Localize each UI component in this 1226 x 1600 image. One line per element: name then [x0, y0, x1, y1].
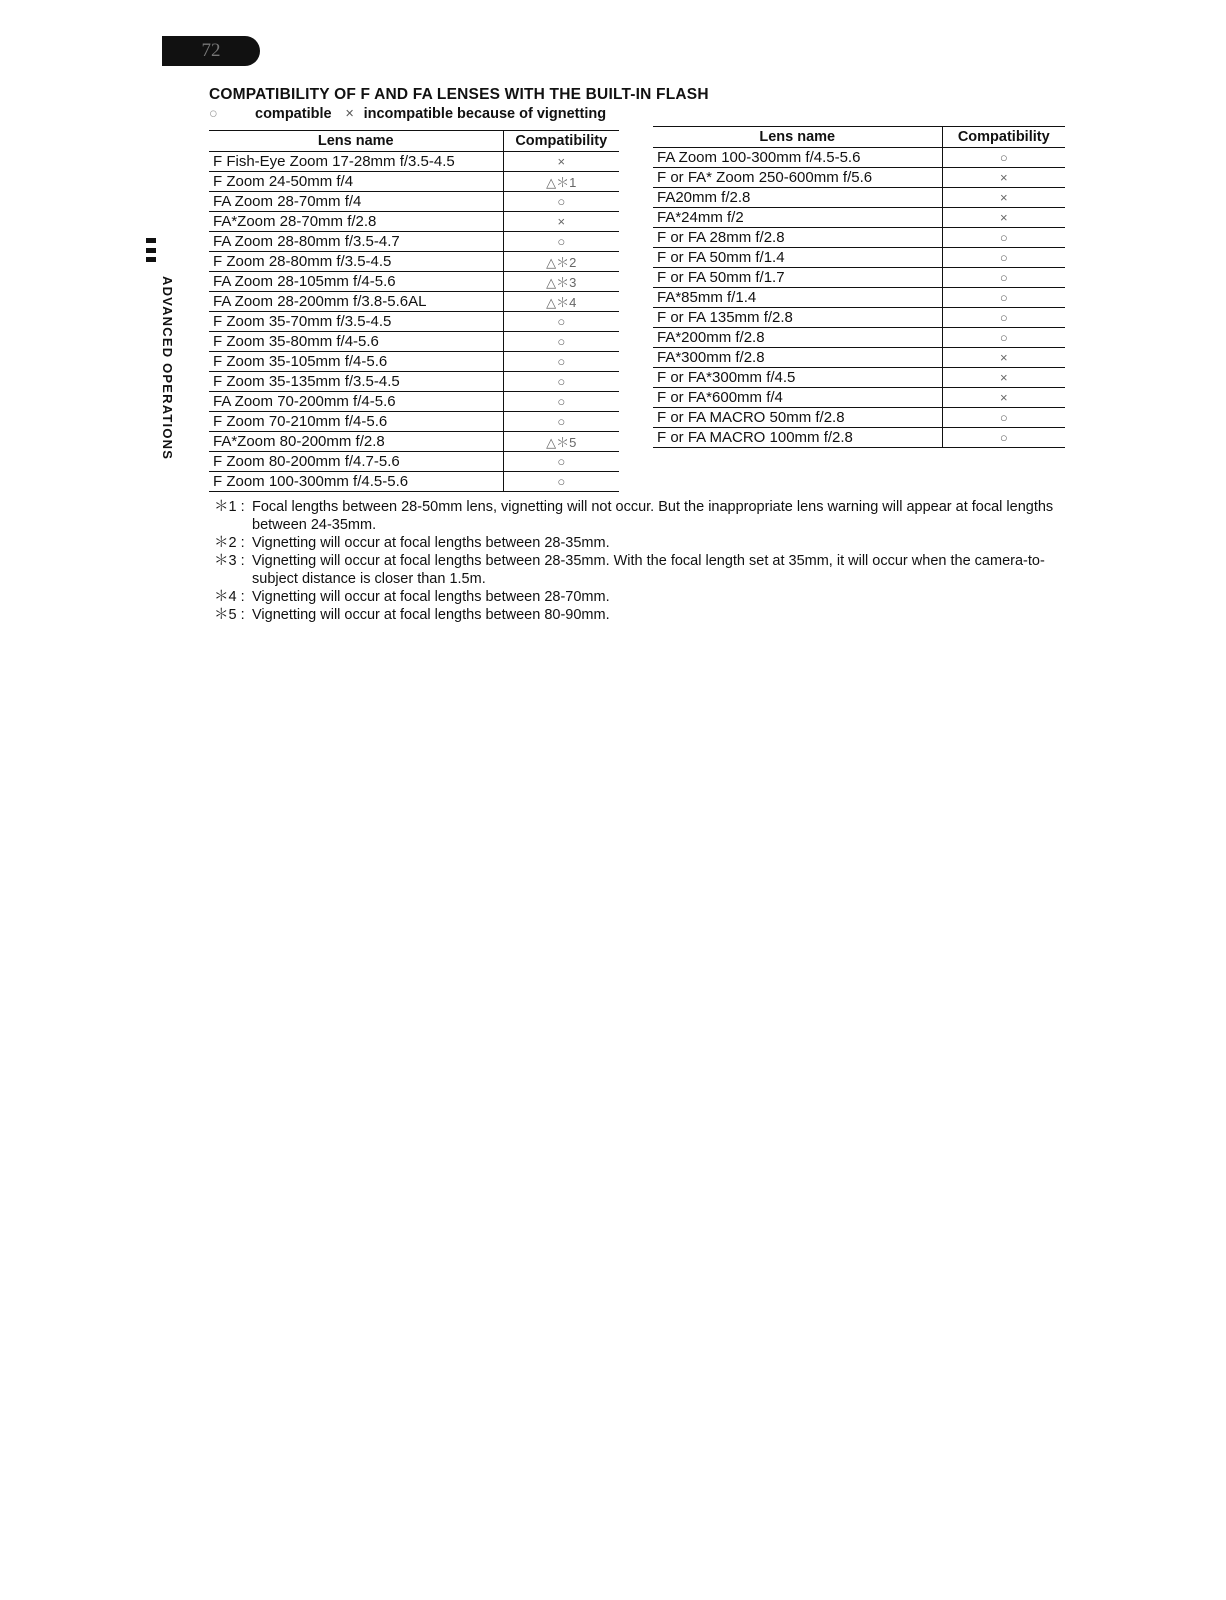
lens-name: F or FA MACRO 50mm f/2.8	[653, 408, 942, 428]
table-left-body	[209, 152, 619, 492]
table-row	[653, 428, 1065, 448]
header-lens-name: Lens name	[209, 131, 503, 152]
lens-name: FA*24mm f/2	[653, 208, 942, 228]
compatibility-mark: △＊1	[503, 172, 619, 192]
table-row	[209, 412, 619, 432]
table-row	[653, 328, 1065, 348]
table-row	[209, 472, 619, 492]
lens-name: F Zoom 35-70mm f/3.5-4.5	[209, 312, 503, 332]
compatibility-mark: ○	[503, 232, 619, 252]
lens-name: FA*200mm f/2.8	[653, 328, 942, 348]
page-title: COMPATIBILITY OF F AND FA LENSES WITH THE BUILT-IN FLASH	[209, 86, 709, 103]
table-row	[209, 432, 619, 452]
lens-name: F Zoom 35-105mm f/4-5.6	[209, 352, 503, 372]
table-row	[209, 212, 619, 232]
compatibility-mark: ○	[503, 472, 619, 492]
section-bars-icon	[146, 238, 156, 262]
incompatible-label: incompatible because of vignetting	[363, 106, 607, 122]
compatibility-mark: △＊2	[503, 252, 619, 272]
table-row	[209, 452, 619, 472]
footnote-text: Vignetting will occur at focal lengths between 80-90mm.	[252, 607, 610, 623]
table-row	[209, 252, 619, 272]
lens-name: F or FA*600mm f/4	[653, 388, 942, 408]
lens-name: F or FA 28mm f/2.8	[653, 228, 942, 248]
table-row	[653, 168, 1065, 188]
lens-name: FA Zoom 28-105mm f/4-5.6	[209, 272, 503, 292]
compatibility-mark: ×	[503, 152, 619, 172]
compatibility-mark: ○	[942, 428, 1065, 448]
lens-name: F Zoom 100-300mm f/4.5-5.6	[209, 472, 503, 492]
table-row	[209, 232, 619, 252]
lens-name: FA*85mm f/1.4	[653, 288, 942, 308]
compatibility-mark: ○	[942, 288, 1065, 308]
table-row	[209, 152, 619, 172]
table-row	[209, 392, 619, 412]
lens-name: FA*300mm f/2.8	[653, 348, 942, 368]
compatibility-mark: ○	[503, 312, 619, 332]
compatibility-mark: ○	[942, 408, 1065, 428]
footnote-text: Focal lengths between 28-50mm lens, vignetting will not occur. But the inappropriate lens warning will appear at focal lengths between 24-35mm.	[252, 499, 1054, 533]
lens-name: F Zoom 80-200mm f/4.7-5.6	[209, 452, 503, 472]
table-row	[209, 312, 619, 332]
footnote-text: Vignetting will occur at focal lengths between 28-35mm.	[252, 535, 610, 551]
footnote-text: Vignetting will occur at focal lengths between 28-35mm. With the focal length set at 35mm, it will occur when the camera-to-subject distance is closer than 1.5m.	[252, 553, 1045, 587]
compatibility-mark: ○	[503, 412, 619, 432]
table-row	[209, 332, 619, 352]
compatibility-mark: ○	[503, 452, 619, 472]
table-row	[653, 188, 1065, 208]
lens-name: FA*Zoom 28-70mm f/2.8	[209, 212, 503, 232]
table-row	[653, 268, 1065, 288]
lens-name: FA Zoom 28-70mm f/4	[209, 192, 503, 212]
lens-name: F Zoom 35-135mm f/3.5-4.5	[209, 372, 503, 392]
footnote	[214, 498, 1084, 534]
footnote	[214, 552, 1084, 588]
lens-name: FA Zoom 100-300mm f/4.5-5.6	[653, 148, 942, 168]
footnote-mark: ＊3 :	[214, 553, 245, 569]
table-row	[209, 292, 619, 312]
compatibility-mark: ×	[503, 212, 619, 232]
section-marker	[142, 238, 178, 461]
table-row	[209, 172, 619, 192]
lens-name: F or FA 50mm f/1.7	[653, 268, 942, 288]
table-row	[653, 308, 1065, 328]
compatibility-mark: ×	[942, 388, 1065, 408]
footnote	[214, 534, 1084, 552]
table-row	[653, 408, 1065, 428]
footnote-mark: ＊2 :	[214, 535, 245, 551]
lens-name: FA20mm f/2.8	[653, 188, 942, 208]
lens-name: FA Zoom 28-200mm f/3.8-5.6AL	[209, 292, 503, 312]
lens-name: F Zoom 35-80mm f/4-5.6	[209, 332, 503, 352]
lens-name: F Zoom 28-80mm f/3.5-4.5	[209, 252, 503, 272]
lens-name: F or FA* Zoom 250-600mm f/5.6	[653, 168, 942, 188]
compatibility-mark: △＊5	[503, 432, 619, 452]
compatible-symbol-icon: ○	[209, 106, 218, 122]
lens-name: F or FA MACRO 100mm f/2.8	[653, 428, 942, 448]
compatibility-mark: ○	[942, 148, 1065, 168]
compat-table-left	[209, 130, 619, 492]
table-row	[653, 208, 1065, 228]
footnote-mark: ＊5 :	[214, 607, 245, 623]
compatibility-mark: ○	[503, 332, 619, 352]
table-row	[653, 228, 1065, 248]
table-row	[209, 272, 619, 292]
lens-name: F Fish-Eye Zoom 17-28mm f/3.5-4.5	[209, 152, 503, 172]
footnote	[214, 606, 1084, 624]
lens-name: FA Zoom 70-200mm f/4-5.6	[209, 392, 503, 412]
table-right-body	[653, 148, 1065, 448]
table-row	[653, 388, 1065, 408]
lens-name: FA Zoom 28-80mm f/3.5-4.7	[209, 232, 503, 252]
compatibility-mark: ×	[942, 368, 1065, 388]
page-number: 72	[201, 40, 221, 61]
table-row	[653, 148, 1065, 168]
table-row	[653, 288, 1065, 308]
compatibility-mark: ○	[942, 328, 1065, 348]
compatibility-mark: ×	[942, 208, 1065, 228]
compatibility-mark: ○	[942, 228, 1065, 248]
section-label: ADVANCED OPERATIONS	[160, 276, 175, 461]
footnotes	[214, 498, 1084, 624]
lens-name: F or FA*300mm f/4.5	[653, 368, 942, 388]
lens-name: FA*Zoom 80-200mm f/2.8	[209, 432, 503, 452]
table-row	[209, 352, 619, 372]
table-row	[209, 192, 619, 212]
incompatible-symbol-icon: ×	[345, 106, 354, 122]
footnote-text: Vignetting will occur at focal lengths between 28-70mm.	[252, 589, 610, 605]
compatibility-mark: ○	[503, 192, 619, 212]
compatibility-mark: ○	[942, 308, 1065, 328]
compatibility-mark: ○	[503, 372, 619, 392]
compatibility-mark: △＊4	[503, 292, 619, 312]
compatibility-mark: △＊3	[503, 272, 619, 292]
page-number-tab	[162, 36, 260, 66]
lens-name: F Zoom 70-210mm f/4-5.6	[209, 412, 503, 432]
compatibility-mark: ×	[942, 348, 1065, 368]
lens-name: F or FA 135mm f/2.8	[653, 308, 942, 328]
lens-name: F or FA 50mm f/1.4	[653, 248, 942, 268]
header-compatibility: Compatibility	[503, 131, 619, 152]
compatibility-mark: ○	[503, 352, 619, 372]
header-lens-name: Lens name	[653, 127, 942, 148]
table-row	[653, 248, 1065, 268]
table-row	[653, 348, 1065, 368]
header-compatibility: Compatibility	[942, 127, 1065, 148]
legend	[209, 106, 606, 122]
footnote-mark: ＊1 :	[214, 499, 245, 515]
compat-table-right	[653, 126, 1065, 448]
table-row	[653, 368, 1065, 388]
footnote	[214, 588, 1084, 606]
compatible-label: compatible	[255, 106, 332, 122]
lens-name: F Zoom 24-50mm f/4	[209, 172, 503, 192]
compatibility-mark: ○	[503, 392, 619, 412]
compatibility-mark: ○	[942, 268, 1065, 288]
compatibility-mark: ○	[942, 248, 1065, 268]
table-row	[209, 372, 619, 392]
compatibility-mark: ×	[942, 188, 1065, 208]
footnote-mark: ＊4 :	[214, 589, 245, 605]
compatibility-mark: ×	[942, 168, 1065, 188]
